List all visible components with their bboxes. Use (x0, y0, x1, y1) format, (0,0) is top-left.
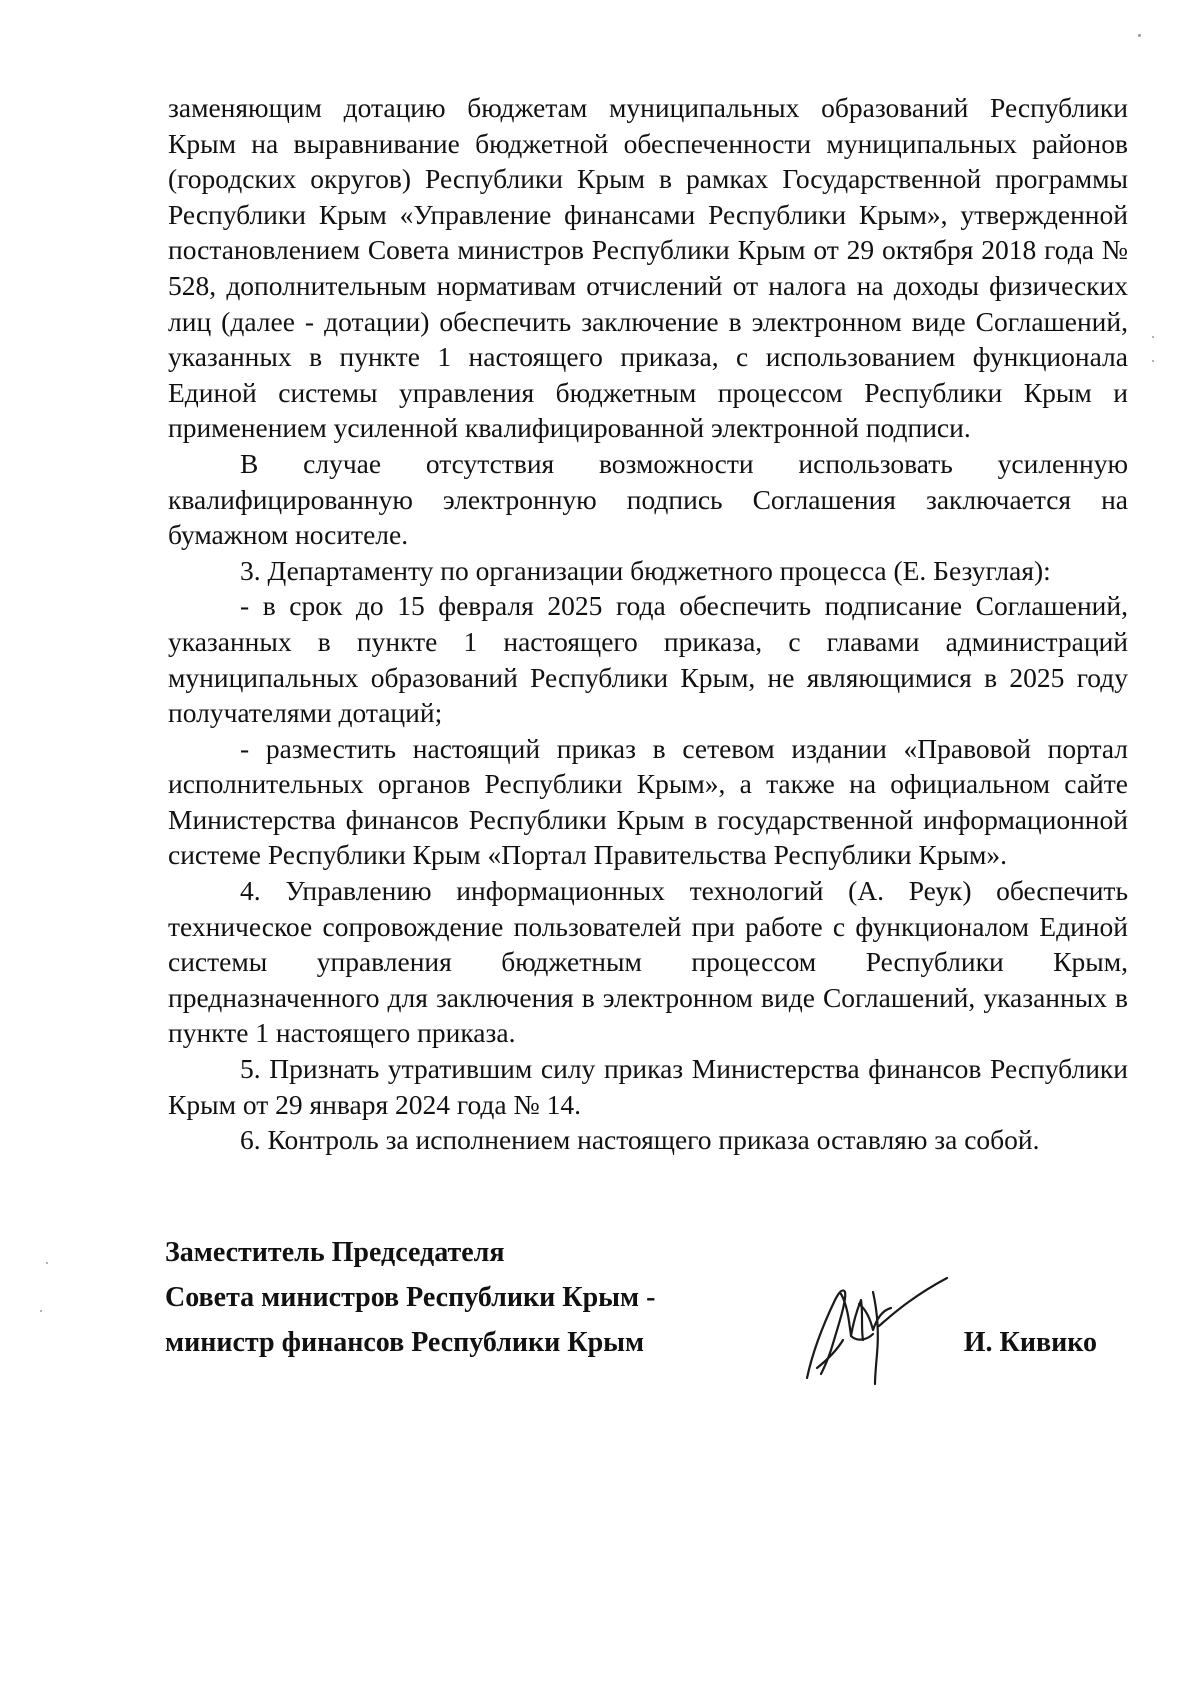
handwritten-signature-icon (787, 1270, 957, 1390)
paragraph-item-4: 4. Управлению информационных технологий (А. Реук) обеспечить техническое сопровождение пользователей при работе с функционалом Единой системы управления бюджетным процессом Республики Крым, предназначенного для заключения в электронном виде Соглашений, указанных в пункте 1 настоящего приказа. (168, 875, 1128, 1049)
paragraph-item-5: 5. Признать утратившим силу приказ Министерства финансов Республики Крым от 29 января 2024 года № 14. (168, 1053, 1128, 1120)
scan-speck (1138, 34, 1141, 37)
signatory-title-line-2: Совета министров Республики Крым - (165, 1282, 656, 1313)
paragraph-continuation: заменяющим дотацию бюджетам муниципальных образований Республики Крым на выравнивание бюджетной обеспеченности муниципальных районов (городских округов) Республики Крым в рамках Государственной программы Республики Крым «Управление финансами Республики Крым», утвержденной постановлением Совета министров Республики Крым от 29 октября 2018 года № 528, дополнительным нормативам отчислений от налога на доходы физических лиц (далее - дотации) обеспечить заключение в электронном виде Соглашений, указанных в пункте 1 настоящего приказа, с использованием функционала Единой системы управления бюджетным процессом Республики Крым и применением усиленной квалифицированной электронной подписи. (168, 92, 1128, 444)
scan-speck (46, 1262, 48, 1264)
paragraph-item-6: 6. Контроль за исполнением настоящего приказа оставляю за собой. (240, 1124, 1040, 1156)
paragraph-signature-alternative: В случае отсутствия возможности использовать усиленную квалифицированную электронную подпись Соглашения заключается на бумажном носителе. (168, 447, 1128, 551)
signature-block (165, 1230, 1125, 1370)
scan-speck (1152, 336, 1154, 338)
paragraph-item-3-sub-1: - в срок до 15 февраля 2025 года обеспечить подписание Соглашений, указанных в пункте 1 настоящего приказа, с главами администраций муниципальных образований Республики Крым, не являющимися в 2025 году получателями дотаций; (168, 590, 1128, 729)
scan-speck (40, 1310, 42, 1312)
paragraph-item-3: 3. Департаменту по организации бюджетного процесса (Е. Безуглая): (240, 554, 1051, 586)
scan-speck (1152, 360, 1154, 362)
document-body (168, 90, 1128, 1158)
paragraph-item-3-sub-2: - разместить настоящий приказ в сетевом издании «Правовой портал исполнительных органов Республики Крым», а также на официальном сайте Министерства финансов Республики Крым в государственной информационной системе Республики Крым «Портал Правительства Республики Крым». (168, 732, 1128, 871)
signatory-name: И. Кивико (963, 1327, 1097, 1358)
signatory-title-line-3: министр финансов Республики Крым (165, 1327, 645, 1358)
signatory-title-line-1: Заместитель Председателя (165, 1237, 505, 1268)
